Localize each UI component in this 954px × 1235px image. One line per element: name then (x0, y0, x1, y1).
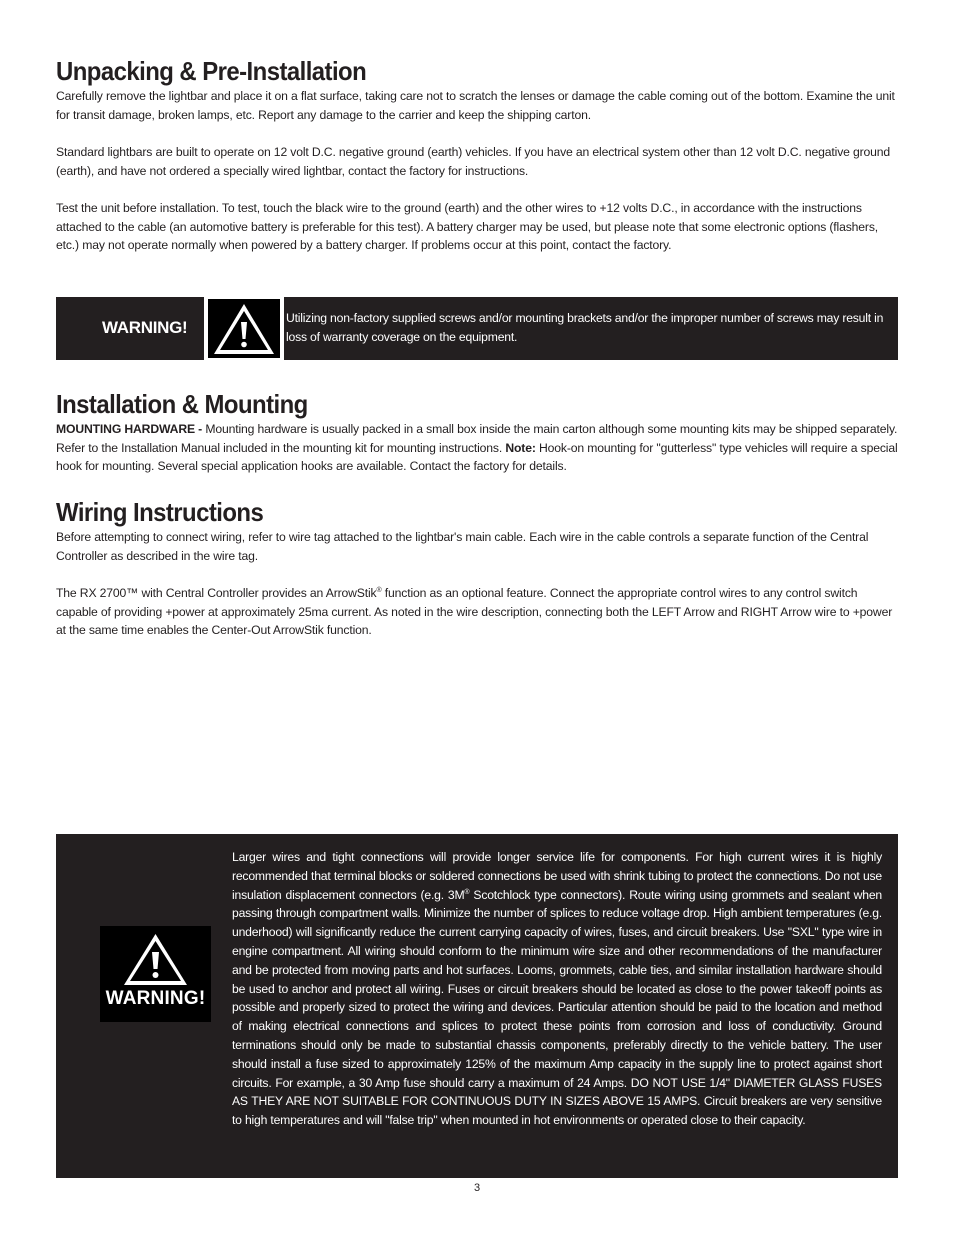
wiring-warning-box (56, 834, 898, 1178)
warning-sign-label: WARNING! (105, 988, 206, 1009)
installation-text-1: Mounting hardware is usually packed in a small box inside the main carton although some mounting kits may be shipped separately. Refer to the Installation Manual included in the mounting kit for mounting instructions. (56, 422, 898, 455)
wiring-paragraph-2 (56, 584, 902, 640)
warning-triangle-icon (204, 297, 284, 360)
warning-sign (100, 926, 211, 1022)
section-title-installation: Installation & Mounting (56, 389, 308, 419)
wiring-warning-text (232, 848, 882, 1130)
warning-banner-text: Utilizing non-factory supplied screws and/or mounting brackets and/or the improper number of screws may result in loss of warranty coverage on the equipment. (286, 311, 884, 344)
wiring-text-b: function as an optional feature. Connect the appropriate control wires to any control switch capable of providing +power at approximately 25ma current. As noted in the wire description, connecting both the LEFT Arrow and RIGHT Arrow wire to +power at the same time enables the Center-Out ArrowStik function. (56, 586, 893, 637)
unpacking-paragraph-2: Standard lightbars are built to operate on 12 volt D.C. negative ground (earth) vehicles. If you have an electrical system other than 12 volt D.C. negative ground (earth), and have not ordered a specially wired lightbar, contact the factory for instructions. (56, 145, 891, 178)
installation-paragraph (56, 420, 902, 476)
section-title-unpacking: Unpacking & Pre-Installation (56, 56, 367, 86)
installation-text-2: Hook-on mounting for "gutterless" type vehicles will require a special hook for mounting. Several special application hooks are available. Contact the factory for details. (56, 440, 898, 473)
warning-triangle-icon (100, 930, 211, 990)
registered-mark: ® (376, 586, 382, 594)
wiring-paragraph-1: Before attempting to connect wiring, refer to wire tag attached to the lightbar's main cable. Each wire in the cable controls a separate function of the Central Controller as described in the wire tag. (56, 530, 869, 563)
warning-text-a: Larger wires and tight connections will provide longer service life for components. For high current wires it is highly recommended that terminal blocks or soldered connections be used with shrink tubing to protect the connections. Do not use insulation displacement connectors (e.g. 3M (232, 850, 882, 902)
warning-banner (56, 297, 898, 360)
warning-text-b: Scotchlock type connectors). Route wiring using grommets and sealant when passing through compartment walls. Minimize the number of splices to reduce voltage drop. High ambient temperatures (e.g. underhood) will significantly reduce the current carrying capacity of wires, fuses, and circuit breakers. Use "SXL" type wire in engine compartment. All wiring should conform to the minimum wire size and other recommendations of the manufacturer and be protected from moving parts and hot surfaces. Looms, grommets, cable ties, and similar installation hardware should be used to anchor and protect all wiring. Fuses or circuit breakers should be located as close to the power takeoff points as possible and properly sized to protect the wiring and devices. Particular attention should be paid to the location and method of making electrical connections and splices to protect these points from corrosion and loss of conductivity. Ground terminations should only be made to substantial chassis components, preferably directly to the vehicle battery. The user should install a fuse sized to approximately 125% of the maximum Amp capacity in the supply line to protect against short circuits. For example, a 30 Amp fuse should carry a maximum of 24 Amps. DO NOT USE 1/4" DIAMETER GLASS FUSES AS THEY ARE NOT SUITABLE FOR CONTINUOUS DUTY IN SIZES ABOVE 15 AMPS. Circuit breakers are very sensitive to high temperatures and will "false trip" when mounted in hot environments or operated close to their capacity. (232, 887, 882, 1128)
wiring-text-a: The RX 2700™ with Central Controller provides an ArrowStik (56, 586, 377, 600)
section-title-wiring: Wiring Instructions (56, 497, 264, 527)
note-label: Note: (505, 440, 536, 455)
mounting-hardware-lead: MOUNTING HARDWARE - (56, 422, 203, 436)
warning-label: WARNING! (102, 318, 188, 337)
unpacking-paragraph-1: Carefully remove the lightbar and place it on a flat surface, taking care not to scratch the lenses or damage the cable coming out of the bottom. Examine the unit for transit damage, broken lamps, etc. Report any damage to the carrier and keep the shipping carton. (56, 89, 895, 122)
unpacking-paragraph-3: Test the unit before installation. To test, touch the black wire to the ground (earth) and the other wires to +12 volts D.C., in accordance with the instructions attached to the cable (an automotive battery is preferable for this test). A battery charger may be used, but please note that some electronic options (flashers, etc.) may not operate normally when powered by a battery charger. If problems occur at this point, contact the factory. (56, 201, 878, 252)
page-number: 3 (473, 1182, 481, 1194)
registered-mark: ® (464, 888, 470, 896)
